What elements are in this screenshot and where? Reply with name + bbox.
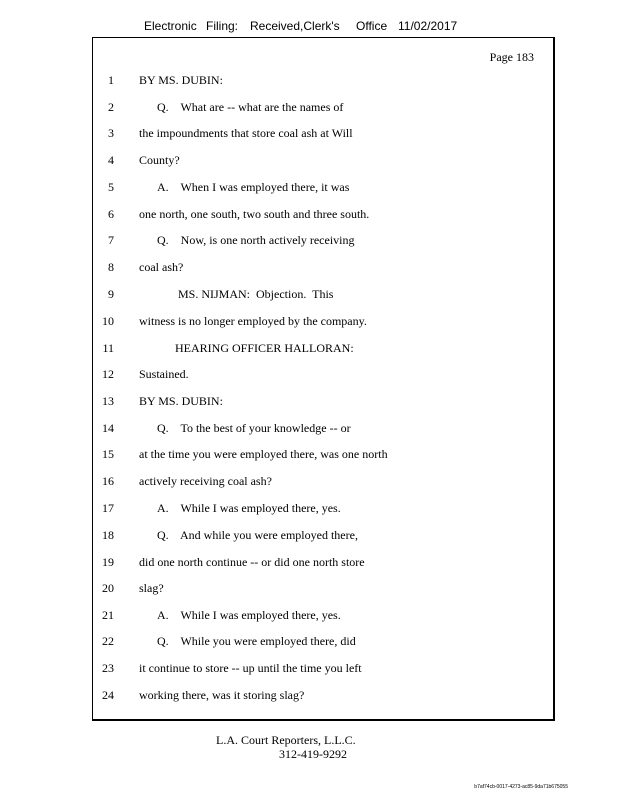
transcript-line xyxy=(0,341,618,357)
line-number: 24 xyxy=(102,688,114,702)
line-number: 17 xyxy=(102,501,114,515)
transcript-line xyxy=(0,180,618,196)
line-number: 21 xyxy=(102,608,114,622)
transcript-line xyxy=(0,314,618,330)
line-number: 9 xyxy=(108,287,114,301)
line-number: 18 xyxy=(102,528,114,542)
transcript-line xyxy=(0,688,618,704)
line-text: actively receiving coal ash? xyxy=(139,474,272,488)
filing-date: 11/02/2017 xyxy=(398,19,458,33)
line-text: MS. NIJMAN: Objection. This xyxy=(178,287,334,301)
transcript-line xyxy=(0,287,618,303)
line-number: 5 xyxy=(108,180,114,194)
line-text: HEARING OFFICER HALLORAN: xyxy=(175,341,354,355)
line-text: BY MS. DUBIN: xyxy=(139,394,223,408)
filing-electronic: Electronic xyxy=(144,19,197,33)
filing-label: Filing: xyxy=(206,19,239,33)
line-text: Q. While you were employed there, did xyxy=(157,634,356,648)
transcript-line xyxy=(0,367,618,383)
line-number: 4 xyxy=(108,153,114,167)
line-number: 23 xyxy=(102,661,114,675)
line-text: A. While I was employed there, yes. xyxy=(157,608,341,622)
line-text: Sustained. xyxy=(139,367,189,381)
line-text: it continue to store -- up until the time you left xyxy=(139,661,362,675)
line-text: Q. To the best of your knowledge -- or xyxy=(157,421,351,435)
line-text: did one north continue -- or did one north store xyxy=(139,555,365,569)
transcript-line xyxy=(0,153,618,169)
transcript-line xyxy=(0,260,618,276)
transcript-line xyxy=(0,126,618,142)
line-number: 7 xyxy=(108,233,114,247)
line-number: 16 xyxy=(102,474,114,488)
line-text: Q. And while you were employed there, xyxy=(157,528,358,542)
transcript-line xyxy=(0,581,618,597)
filing-received: Received,Clerk's xyxy=(250,19,340,33)
transcript-line xyxy=(0,634,618,650)
line-text: working there, was it storing slag? xyxy=(139,688,305,702)
transcript-line xyxy=(0,501,618,517)
line-text: one north, one south, two south and three south. xyxy=(139,207,370,221)
line-number: 1 xyxy=(108,73,114,87)
transcript-line xyxy=(0,100,618,116)
reporter-company: L.A. Court Reporters, L.L.C. xyxy=(216,733,356,747)
transcript-line xyxy=(0,661,618,677)
transcript-line xyxy=(0,421,618,437)
line-text: A. When I was employed there, it was xyxy=(157,180,350,194)
line-text: slag? xyxy=(139,581,164,595)
document-hash: b7af74cb-0017-4273-ac85-9da71b675055 xyxy=(474,784,568,790)
line-text: witness is no longer employed by the company. xyxy=(139,314,367,328)
line-number: 12 xyxy=(102,367,114,381)
page-number: Page 183 xyxy=(489,50,534,64)
line-text: A. While I was employed there, yes. xyxy=(157,501,341,515)
line-text: Q. Now, is one north actively receiving xyxy=(157,233,355,247)
line-number: 10 xyxy=(102,314,114,328)
transcript-line xyxy=(0,233,618,249)
transcript-line xyxy=(0,528,618,544)
line-number: 11 xyxy=(102,341,114,355)
reporter-phone: 312-419-9292 xyxy=(279,747,347,761)
line-number: 22 xyxy=(102,634,114,648)
filing-stamp-header xyxy=(0,19,618,35)
line-number: 2 xyxy=(108,100,114,114)
transcript-line xyxy=(0,394,618,410)
line-text: the impoundments that store coal ash at Will xyxy=(139,126,353,140)
transcript-line xyxy=(0,73,618,89)
line-number: 14 xyxy=(102,421,114,435)
line-number: 13 xyxy=(102,394,114,408)
line-text: at the time you were employed there, was one north xyxy=(139,447,388,461)
line-number: 8 xyxy=(108,260,114,274)
line-number: 15 xyxy=(102,447,114,461)
line-text: BY MS. DUBIN: xyxy=(139,73,223,87)
transcript-line xyxy=(0,608,618,624)
line-text: coal ash? xyxy=(139,260,184,274)
transcript-line xyxy=(0,555,618,571)
filing-office: Office xyxy=(356,19,388,33)
transcript-line xyxy=(0,447,618,463)
line-number: 19 xyxy=(102,555,114,569)
transcript-line xyxy=(0,474,618,490)
line-number: 3 xyxy=(108,126,114,140)
line-number: 20 xyxy=(102,581,114,595)
line-text: County? xyxy=(139,153,180,167)
line-number: 6 xyxy=(108,207,114,221)
transcript-line xyxy=(0,207,618,223)
line-text: Q. What are -- what are the names of xyxy=(157,100,344,114)
